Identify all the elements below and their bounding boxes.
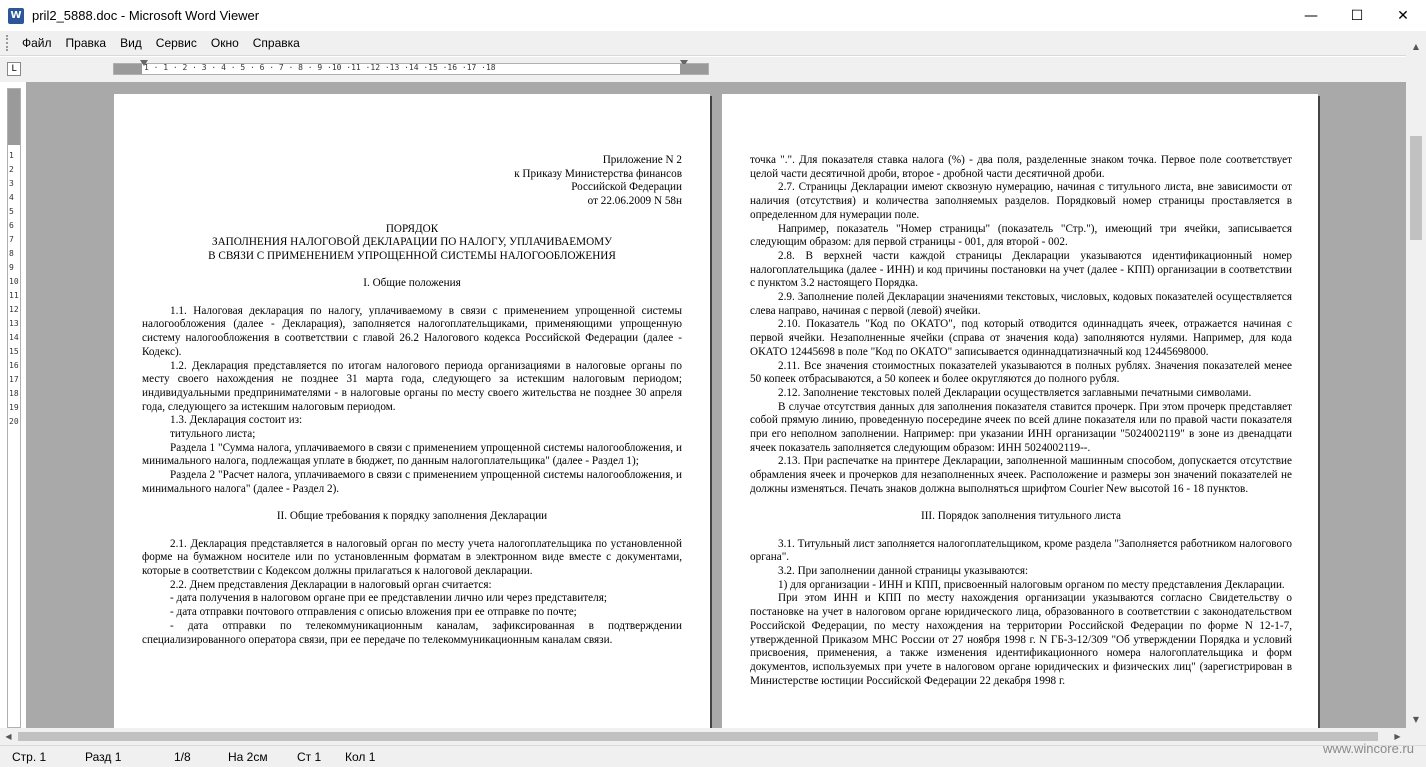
watermark: www.wincore.ru [1322, 741, 1414, 756]
ruler-top-margin [8, 89, 20, 145]
close-button[interactable]: ✕ [1397, 7, 1409, 24]
scroll-left-arrow-icon[interactable]: ◀ [5, 732, 12, 741]
vertical-scrollbar[interactable] [1406, 38, 1426, 728]
menu-window[interactable]: Окно [210, 36, 239, 50]
paragraph: 1.2. Декларация представляется по итогам налогового периода организациями в налоговые органы по месту своего нахождения не позднее 31 марта года, следующего за истекшим налоговым периодом; индивидуальными предпринимателями - в налоговые органы по месту своего жительства не позднее 30 апреля года, следующего за истекшим налоговым периодом. [142, 359, 682, 413]
menu-help[interactable]: Справка [252, 36, 300, 50]
menu-view[interactable]: Вид [120, 36, 142, 50]
paragraph: При этом ИНН и КПП по месту нахождения организации указываются согласно Свидетельству о постановке на учет в налоговом органе юридического лица, образованного в соответствии с законодательством Российской Федерации, по месту нахождения на территории Российской Федерации по форме N 12-1-7, утвержденной Приказом МНС России от 27 ноября 1998 г. N ГБ-3-12/309 "Об утверждении Порядка и условий присвоения, применения, а также изменения идентификационного номера налогоплательщика и форм документов, используемых при учете в налоговом органе юридических и физических лиц" (зарегистрирован в Министерстве юстиции Российской Федерации 22 декабря 1998 г. [750, 592, 1292, 687]
horizontal-scroll-thumb[interactable] [18, 732, 1378, 741]
paragraph: - дата получения в налоговом органе при ее представлении лично или через представителя; [170, 592, 607, 605]
minimize-button[interactable]: — [1304, 7, 1318, 24]
toolbar-grip[interactable] [6, 35, 10, 51]
menu-bar [0, 31, 1426, 56]
paragraph: В случае отсутствия данных для заполнения показателя ставится прочерк. При этом прочерк представляет собой прямую линию, проведенную посередине ячеек по всей длине показателя или по правой части показателя при его неполном заполнении. Например: при указании ИНН организации "5024002119" в зоне из двенадцати ячеек показатель заполняется следующим образом: ИНН 5024002119--. [750, 400, 1292, 454]
ruler-right-margin [680, 64, 708, 74]
section-heading: II. Общие требования к порядку заполнения Декларации [276, 510, 548, 523]
section-heading: III. Порядок заполнения титульного листа [920, 510, 1122, 523]
title-bar [0, 0, 1426, 31]
paragraph: - дата отправки почтового отправления с описью вложения при ее отправке по почте; [170, 606, 577, 619]
paragraph: 2.11. Все значения стоимостных показателей указываются в полных рублях. Значения показателей менее 50 копеек отбрасываются, а 50 копеек и более округляются до полного рубля. [750, 359, 1292, 386]
paragraph: 1.3. Декларация состоит из: [170, 414, 303, 427]
document-page-1[interactable] [114, 94, 710, 728]
paragraph: Например, показатель "Номер страницы" (показатель "Стр."), имеющий три ячейки, записывается следующим образом: для первой страницы - 001, для второй - 002. [750, 222, 1292, 249]
paragraph: 2.10. Показатель "Код по ОКАТО", под который отводится одиннадцать ячеек, отражается начиная с первой ячейки. Незаполненные ячейки (справа от значения кода) заполняются нулями. Например, для кода ОКАТО 12445698 в поле "Код по ОКАТО" записывается одиннадцатизначный код 12445698000. [750, 318, 1292, 358]
paragraph: 3.2. При заполнении данной страницы указываются: [778, 565, 1029, 578]
vertical-ruler[interactable] [7, 88, 21, 728]
menu-edit[interactable]: Правка [65, 36, 107, 50]
horizontal-ruler[interactable] [113, 63, 709, 75]
paragraph: 2.7. Страницы Декларации имеют сквозную нумерацию, начиная с титульного листа, вне зависимости от наличия (отсутствия) и количества заполняемых разделов. Порядковый номер страницы проставляется в определенном для нумерации поле. [750, 181, 1292, 221]
paragraph: 2.8. В верхней части каждой страницы Декларации указываются идентификационный номер налогоплательщика (далее - ИНН) и код причины постановки на учет (далее - КПП) организации в соответствии с пунктом 3.2 настоящего Порядка. [750, 249, 1292, 290]
status-section: Разд 1 [85, 750, 122, 764]
vertical-scroll-thumb[interactable] [1410, 136, 1422, 240]
status-page: Стр. 1 [12, 750, 47, 764]
scroll-down-arrow-icon[interactable]: ▼ [1412, 715, 1420, 724]
paragraph: Раздела 2 "Расчет налога, уплачиваемого в связи с применением упрощенной системы налогообложения, и минимального налога" (далее - Раздел 2). [142, 469, 682, 495]
paragraph: 2.9. Заполнение полей Декларации значениями текстовых, числовых, кодовых показателей осуществляется слева направо, начиная с первой (левой) ячейки. [750, 291, 1292, 317]
menu-tools[interactable]: Сервис [155, 36, 197, 50]
tab-selector[interactable]: L [7, 62, 21, 76]
status-page-count: 1/8 [174, 750, 191, 764]
paragraph: точка ".". Для показателя ставка налога (%) - два поля, разделенные знаком точка. Первое поле соответствует целой части десятичной дроби, второе - дробной части десятичной дроби. [750, 154, 1292, 180]
status-column: Кол 1 [345, 750, 376, 764]
ruler-left-margin [114, 64, 142, 74]
status-line: Ст 1 [297, 750, 322, 764]
paragraph: 2.12. Заполнение текстовых полей Декларации осуществляется заглавными печатными символами. [778, 386, 1252, 399]
appendix-header: Приложение N 2 к Приказу Министерства финансов Российской Федерации от 22.06.2009 N 58н [514, 154, 682, 208]
ruler-bar [0, 57, 1426, 82]
document-page-2[interactable] [722, 94, 1318, 728]
document-workspace[interactable] [26, 82, 1406, 728]
paragraph: 1) для организации - ИНН и КПП, присвоенный налоговым органом по месту представления Декларации. [778, 578, 1285, 591]
status-bar [0, 745, 1426, 767]
word-app-icon: W [8, 8, 24, 24]
paragraph: 1.1. Налоговая декларация по налогу, уплачиваемому в связи с применением упрощенной системы налогообложения (далее - Декларация), заполняется налогоплательщиками, применяющими упрощенную систему налогообложения в соответствии с главой 26.2 Налогового кодекса Российской Федерации (далее - Кодекс). [142, 304, 682, 358]
menu-file[interactable]: Файл [22, 36, 52, 50]
maximize-button[interactable]: ☐ [1350, 7, 1364, 24]
ruler-numbers: 1 · 1 · 2 · 3 · 4 · 5 · 6 · 7 · 8 · 9 ·10 ·11 ·12 ·13 ·14 ·15 ·16 ·17 ·18 [144, 63, 496, 72]
horizontal-scrollbar[interactable] [0, 728, 1406, 745]
paragraph: 2.1. Декларация представляется в налоговый орган по месту учета налогоплательщика по установленной форме на бумажном носителе или по установленным форматам в электронном виде вместе с документами, которые в соответствии с Кодексом должны прилагаться к налоговой декларации. [142, 537, 682, 578]
document-title: ПОРЯДОК ЗАПОЛНЕНИЯ НАЛОГОВОЙ ДЕКЛАРАЦИИ ПО НАЛОГУ, УПЛАЧИВАЕМОМУ В СВЯЗИ С ПРИМЕНЕНИЕМ УПРОЩЕННОЙ СИСТЕМЫ НАЛОГООБЛОЖЕНИЯ [208, 222, 616, 262]
paragraph: титульного листа; [170, 428, 256, 441]
vertical-ruler-numbers: 1 2 3 4 5 6 7 8 9 10 11 12 13 14 15 16 17 18 19 20 [9, 151, 19, 426]
paragraph: - дата отправки по телекоммуникационным каналам, зафиксированная в подтверждении специализированного оператора связи, при ее передаче по телекоммуникационным каналам связи. [142, 619, 682, 646]
section-heading: I. Общие положения [363, 277, 461, 290]
scroll-right-arrow-icon[interactable]: ▶ [1394, 732, 1401, 741]
window-title: pril2_5888.doc - Microsoft Word Viewer [32, 8, 260, 23]
paragraph: 2.2. Днем представления Декларации в налоговый орган считается: [170, 578, 492, 591]
paragraph: 2.13. При распечатке на принтере Декларации, заполненной машинным способом, допускается отсутствие обрамления ячеек и прочерков для незаполненных ячеек. Расположение и размеры зон значений показателей не должны изменяться. Печать знаков должна выполняться шрифтом Courier New высотой 16 - 18 пунктов. [750, 455, 1292, 495]
paragraph: 3.1. Титульный лист заполняется налогоплательщиком, кроме раздела "Заполняется работником налогового органа". [750, 537, 1292, 564]
paragraph: Раздела 1 "Сумма налога, уплачиваемого в связи с применением упрощенной системы налогообложения, и минимального налога, подлежащая уплате в бюджет, по данным налогоплательщика" (далее - Раздел 1); [142, 441, 682, 468]
scroll-up-arrow-icon[interactable]: ▲ [1412, 42, 1420, 51]
status-position: На 2см [228, 750, 268, 764]
left-indent-marker[interactable] [140, 60, 148, 66]
